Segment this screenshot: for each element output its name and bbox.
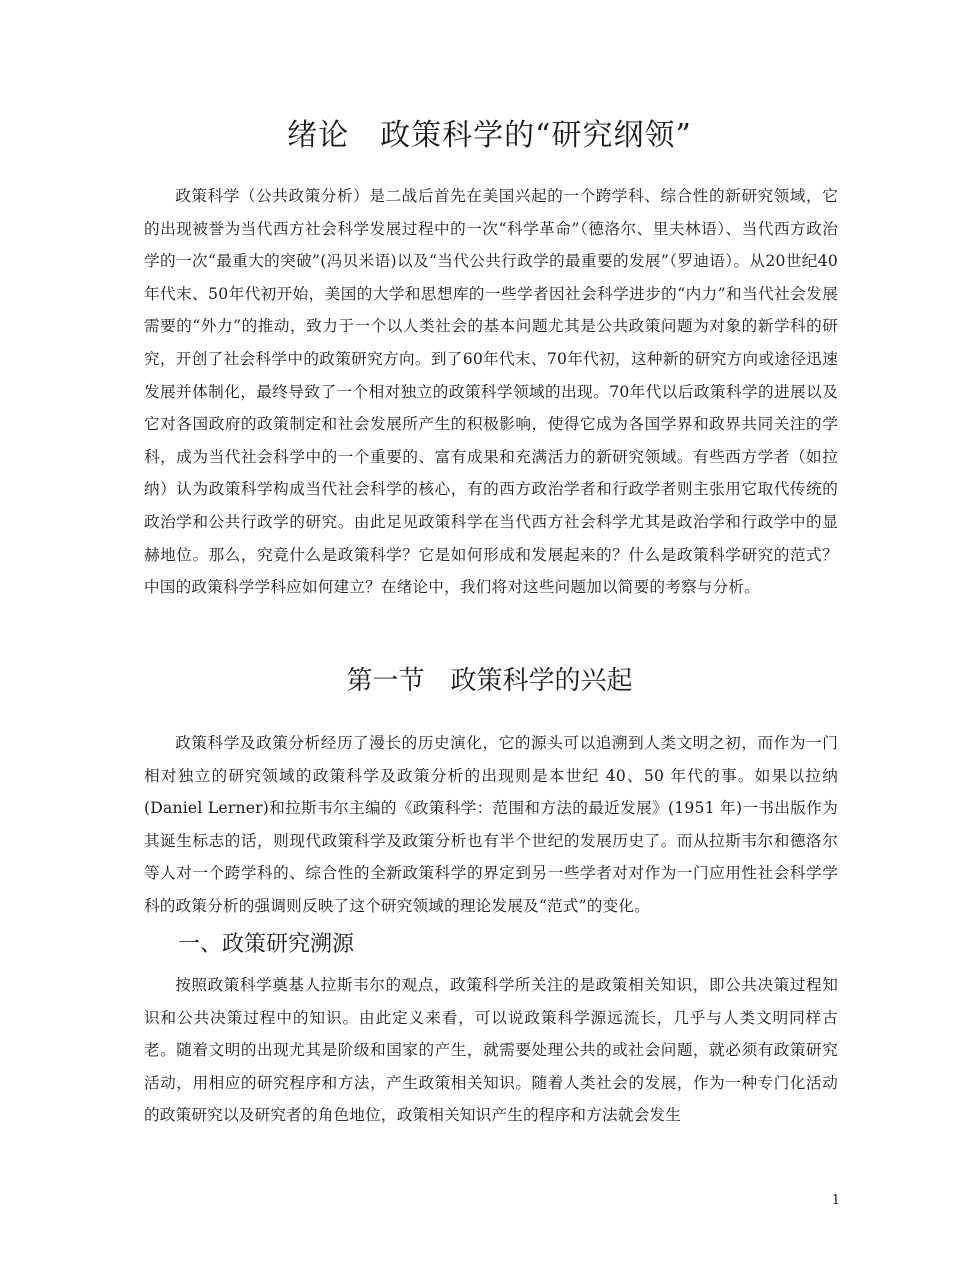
intro-paragraph: 政策科学（公共政策分析）是二战后首先在美国兴起的一个跨学科、综合性的新研究领域，它的出现被誉为当代西方社会科学发展过程中的一次“科学革命”（德洛尔、里夫林语）、当代西方政治学的一次“最重大的突破”(冯贝米语)以及“当代公共行政学的最重要的发展”（罗迪语）。从20世纪40年代末、50年代初开始，美国的大学和思想库的一些学者因社会科学进步的“内力”和当代社会发展需要的“外力”的推动，致力于一个以人类社会的基本问题尤其是公共政策问题为对象的新学科的研究，开创了社会科学中的政策研究方向。到了60年代末、70年代初，这种新的研究方向或途径迅速发展并体制化，最终导致了一个相对独立的政策科学领域的出现。70年代以后政策科学的进展以及它对各国政府的政策制定和社会发展所产生的积极影响，使得它成为各国学界和政界共同关注的学科，成为当代社会科学中的一个重要的、富有成果和充满活力的新研究领域。有些西方学者（如拉纳）认为政策科学构成当代社会科学的核心，有的西方政治学者和行政学者则主张用它取代传统的政治学和公共行政学的研究。由此足见政策科学在当代西方社会科学尤其是政治学和行政学中的显赫地位。那么，究竟什么是政策科学？它是如何形成和发展起来的？什么是政策科学研究的范式？中国的政策科学学科应如何建立？在绪论中，我们将对这些问题加以简要的考察与分析。 (144, 187, 838, 597)
chapter-title: 绪论 政策科学的“研究纲领” (287, 118, 692, 153)
section-title: 第一节 政策科学的兴起 (346, 666, 633, 696)
page-number: 1 (831, 1193, 840, 1208)
subsection-title: 一、政策研究溯源 (178, 932, 355, 957)
subsection-paragraph: 按照政策科学奠基人拉斯韦尔的观点，政策科学所关注的是政策相关知识，即公共决策过程知识和公共决策过程中的知识。由此定义来看，可以说政策科学源远流长，几乎与人类文明同样古老。随着文明的出现尤其是阶级和国家的产生，就需要处理公共的或社会问题，就必须有政策研究活动，用相应的研究程序和方法，产生政策相关知识。随着人类社会的发展，作为一种专门化活动的政策研究以及研究者的角色地位，政策相关知识产生的程序和方法就会发生 (144, 976, 838, 1125)
section-paragraph: 政策科学及政策分析经历了漫长的历史演化，它的源头可以追溯到人类文明之初，而作为一门相对独立的研究领域的政策科学及政策分析的出现则是本世纪 40、50 年代的事。如果以拉纳(Daniel Lerner)和拉斯韦尔主编的《政策科学：范围和方法的最近发展》(1951 年)一书出版作为其诞生标志的话，则现代政策科学及政策分析也有半个世纪的发展历史了。而从拉斯韦尔和德洛尔等人对一个跨学科的、综合性的全新政策科学的界定到另一些学者对对作为一门应用性社会科学学科的政策分析的强调则反映了这个研究领域的理论发展及“范式”的变化。 (144, 734, 838, 915)
